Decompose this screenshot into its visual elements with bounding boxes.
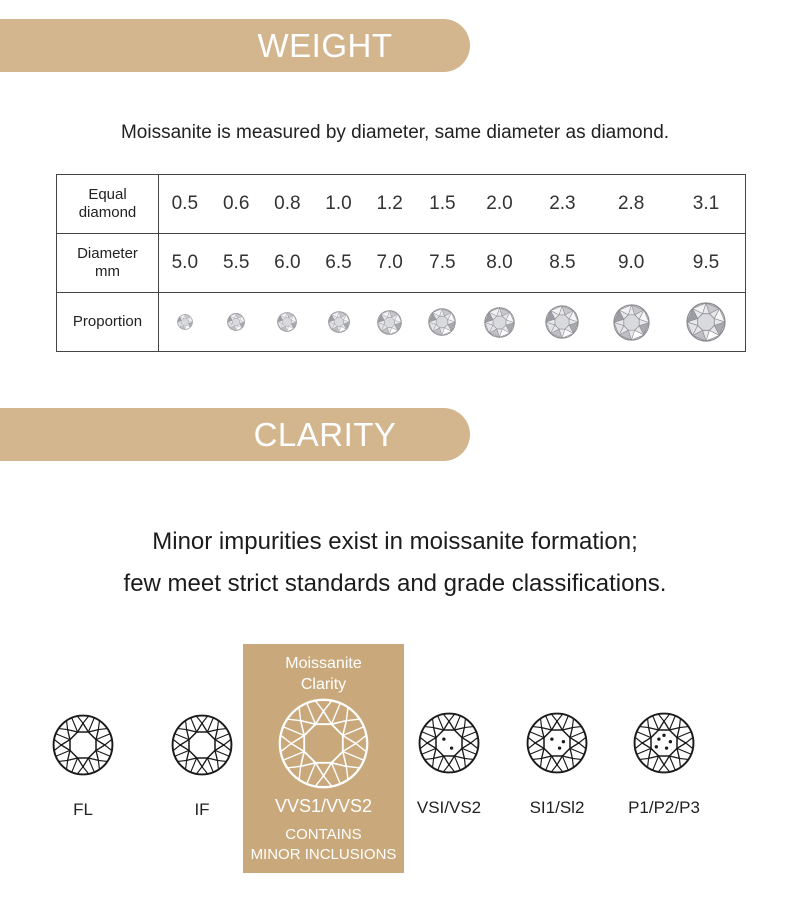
diamond-proportion-icon xyxy=(484,307,515,338)
proportion-cell xyxy=(313,293,364,352)
table-cell: 7.0 xyxy=(364,234,415,293)
table-cell: 3.1 xyxy=(667,175,746,234)
diamond-outline-icon xyxy=(525,711,589,775)
diamond-proportion-icon xyxy=(227,313,245,331)
table-cell: 0.8 xyxy=(262,175,313,234)
clarity-intro-line: Minor impurities exist in moissanite formation; xyxy=(152,528,638,555)
row-label-equal-diamond xyxy=(57,175,159,234)
row-label-line: Diameter xyxy=(77,245,138,262)
clarity-grade-vs xyxy=(399,711,499,818)
clarity-intro-text xyxy=(0,521,790,605)
table-cell: 7.5 xyxy=(415,234,469,293)
table-cell: 2.8 xyxy=(595,175,667,234)
diamond-proportion-icon xyxy=(686,302,726,342)
grade-label: FL xyxy=(73,800,93,819)
weight-banner xyxy=(0,19,470,72)
diamond-proportion-icon xyxy=(277,312,297,332)
grade-label: SI1/Sl2 xyxy=(529,798,585,817)
diamond-proportion-icon xyxy=(377,310,402,335)
table-cell: 0.6 xyxy=(211,175,262,234)
table-cell: 9.5 xyxy=(667,234,746,293)
grade-label: IF xyxy=(194,800,210,819)
clarity-grade-if xyxy=(152,713,252,820)
highlight-note-line: MINOR INCLUSIONS xyxy=(250,846,397,863)
diamond-outline-icon xyxy=(276,696,371,791)
table-cell: 2.3 xyxy=(530,175,596,234)
highlight-grade-label: VVS1/VVS2 xyxy=(274,796,373,816)
proportion-cell xyxy=(364,293,415,352)
row-label-line: diamond xyxy=(78,204,137,221)
table-cell: 1.5 xyxy=(415,175,469,234)
diamond-outline-icon xyxy=(170,713,234,777)
table-row-equal-diamond xyxy=(57,175,746,234)
diamond-proportion-icon xyxy=(428,308,456,336)
highlight-note xyxy=(243,825,404,865)
row-label-line: mm xyxy=(95,263,120,280)
clarity-grade-p xyxy=(614,711,714,818)
row-label-diameter xyxy=(57,234,159,293)
proportion-cell xyxy=(415,293,469,352)
table-cell: 8.5 xyxy=(530,234,596,293)
grade-label: P1/P2/P3 xyxy=(628,798,700,817)
highlight-title-line: Clarity xyxy=(300,676,347,693)
highlight-title-line: Moissanite xyxy=(285,655,362,672)
weight-banner-title: WEIGHT xyxy=(257,26,393,64)
diamond-proportion-icon xyxy=(328,311,350,333)
diamond-proportion-icon xyxy=(177,314,193,330)
proportion-cell xyxy=(469,293,529,352)
table-cell: 6.0 xyxy=(262,234,313,293)
table-cell: 1.0 xyxy=(313,175,364,234)
moissanite-clarity-highlight xyxy=(243,644,404,873)
diamond-proportion-icon xyxy=(613,304,650,341)
diamond-outline-icon xyxy=(632,711,696,775)
proportion-cell xyxy=(262,293,313,352)
table-row-diameter xyxy=(57,234,746,293)
table-cell: 5.5 xyxy=(211,234,262,293)
highlight-title xyxy=(243,653,404,695)
table-cell: 0.5 xyxy=(159,175,211,234)
table-row-proportion xyxy=(57,293,746,352)
clarity-banner-title: CLARITY xyxy=(253,415,397,453)
table-cell: 5.0 xyxy=(159,234,211,293)
diamond-outline-icon xyxy=(51,713,115,777)
table-cell: 9.0 xyxy=(595,234,667,293)
table-cell: 6.5 xyxy=(313,234,364,293)
proportion-cell xyxy=(595,293,667,352)
highlight-note-line: CONTAINS xyxy=(285,826,362,843)
table-cell: 2.0 xyxy=(469,175,529,234)
grade-label: VSI/VS2 xyxy=(416,798,482,817)
proportion-cell xyxy=(211,293,262,352)
proportion-cell xyxy=(667,293,746,352)
clarity-intro-line: few meet strict standards and grade classifications. xyxy=(123,570,667,597)
diamond-outline-icon xyxy=(417,711,481,775)
clarity-banner xyxy=(0,408,470,461)
weight-table xyxy=(56,174,746,352)
weight-intro-text: Moissanite is measured by diameter, same diameter as diamond. xyxy=(120,122,670,143)
proportion-cell xyxy=(530,293,596,352)
row-label-proportion: Proportion xyxy=(57,293,159,352)
diamond-proportion-icon xyxy=(545,305,579,339)
table-cell: 1.2 xyxy=(364,175,415,234)
clarity-grade-fl xyxy=(33,713,133,820)
row-label-line: Equal xyxy=(88,186,127,203)
clarity-grade-si xyxy=(507,711,607,818)
proportion-cell xyxy=(159,293,211,352)
table-cell: 8.0 xyxy=(469,234,529,293)
